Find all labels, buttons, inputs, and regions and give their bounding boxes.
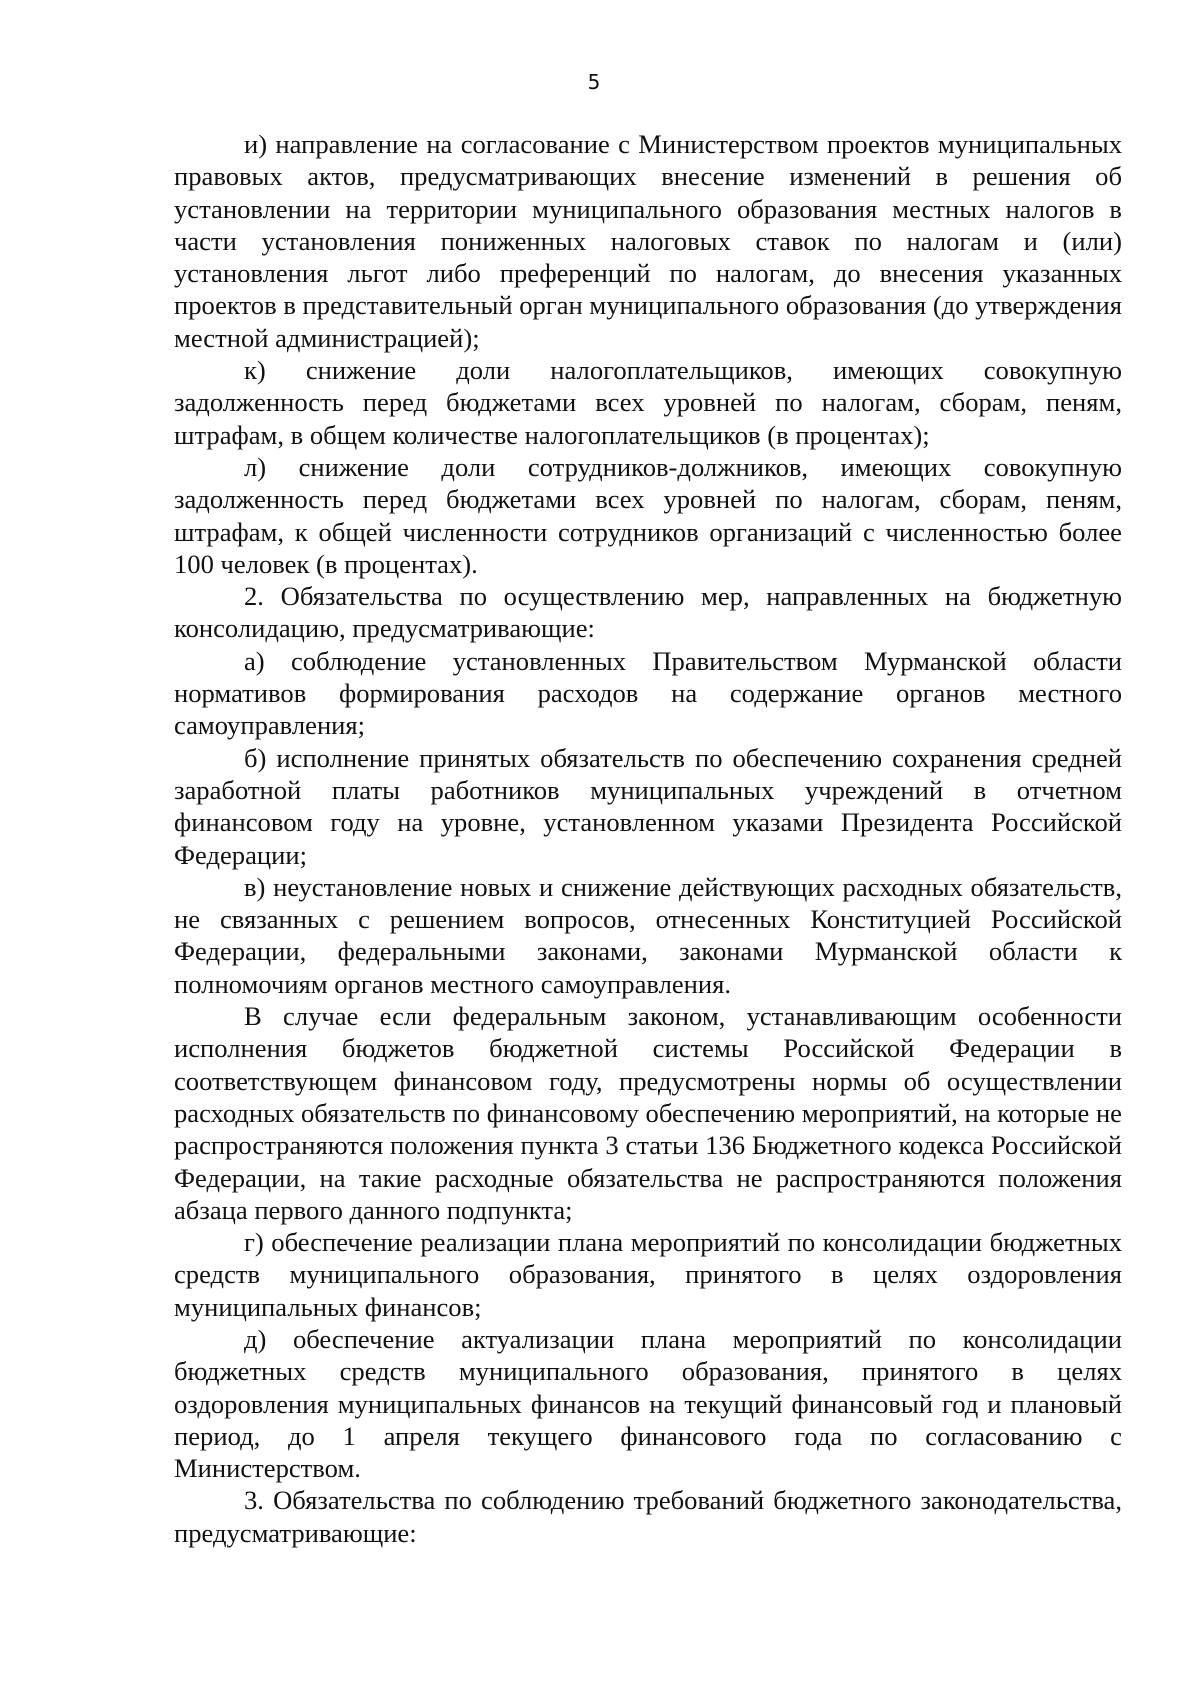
paragraph-a-expense-norms: а) соблюдение установленных Правительством Мурманской области нормативов формирования расходов на содержание органов местного самоуправления; — [174, 645, 1122, 741]
paragraph-l-employee-debtors-share: л) снижение доли сотрудников-должников, имеющих совокупную задолженность перед бюджетами всех уровней по налогам, сборам, пеням, штрафам, к общей численности сотрудников организаций с численностью более 100 человек (в процентах). — [174, 451, 1122, 579]
paragraph-d-plan-update: д) обеспечение актуализации плана мероприятий по консолидации бюджетных средств муниципального образования, принятого в целях оздоровления муниципальных финансов на текущий финансовый год и плановый период, до 1 апреля текущего финансового года по согласованию с Министерством. — [174, 1323, 1122, 1484]
document-body — [174, 128, 1122, 1549]
paragraph-3-budget-legislation: 3. Обязательства по соблюдению требований бюджетного законодательства, предусматривающие: — [174, 1485, 1122, 1548]
paragraph-2-budget-consolidation: 2. Обязательства по осуществлению мер, направленных на бюджетную консолидацию, предусматривающие: — [174, 581, 1122, 644]
paragraph-i-draft-acts-approval: и) направление на согласование с Министерством проектов муниципальных правовых актов, предусматривающих внесение изменений в решения об установлении на территории муниципального образования местных налогов в части установления пониженных налоговых ставок по налогам и (или) установления льгот либо преференций по налогам, до внесения указанных проектов в представительный орган муниципального образования (до утверждения местной администрацией); — [174, 129, 1122, 353]
page-number: 5 — [587, 70, 601, 94]
paragraph-federal-law-exception: В случае если федеральным законом, устанавливающим особенности исполнения бюджетов бюджетной системы Российской Федерации в соответствующем финансовом году, предусмотрены нормы об осуществлении расходных обязательств по финансовому обеспечению мероприятий, на которые не распространяются положения пункта 3 статьи 136 Бюджетного кодекса Российской Федерации, на такие расходные обязательства не распространяются положения абзаца первого данного подпункта; — [174, 1001, 1122, 1225]
paragraph-b-salary-obligations: б) исполнение принятых обязательств по обеспечению сохранения средней заработной платы работников муниципальных учреждений в отчетном финансовом году на уровне, установленном указами Президента Российской Федерации; — [174, 742, 1122, 870]
paragraph-g-consolidation-plan: г) обеспечение реализации плана мероприятий по консолидации бюджетных средств муниципального образования, принятого в целях оздоровления муниципальных финансов; — [174, 1227, 1122, 1322]
paragraph-v-new-obligations: в) неустановление новых и снижение действующих расходных обязательств, не связанных с решением вопросов, отнесенных Конституцией Российской Федерации, федеральными законами, законами Мурманской области к полномочиям органов местного самоуправления. — [174, 871, 1122, 999]
paragraph-k-taxpayer-debt-share: к) снижение доли налогоплательщиков, имеющих совокупную задолженность перед бюджетами всех уровней по налогам, сборам, пеням, штрафам, в общем количестве налогоплательщиков (в процентах); — [174, 355, 1122, 450]
